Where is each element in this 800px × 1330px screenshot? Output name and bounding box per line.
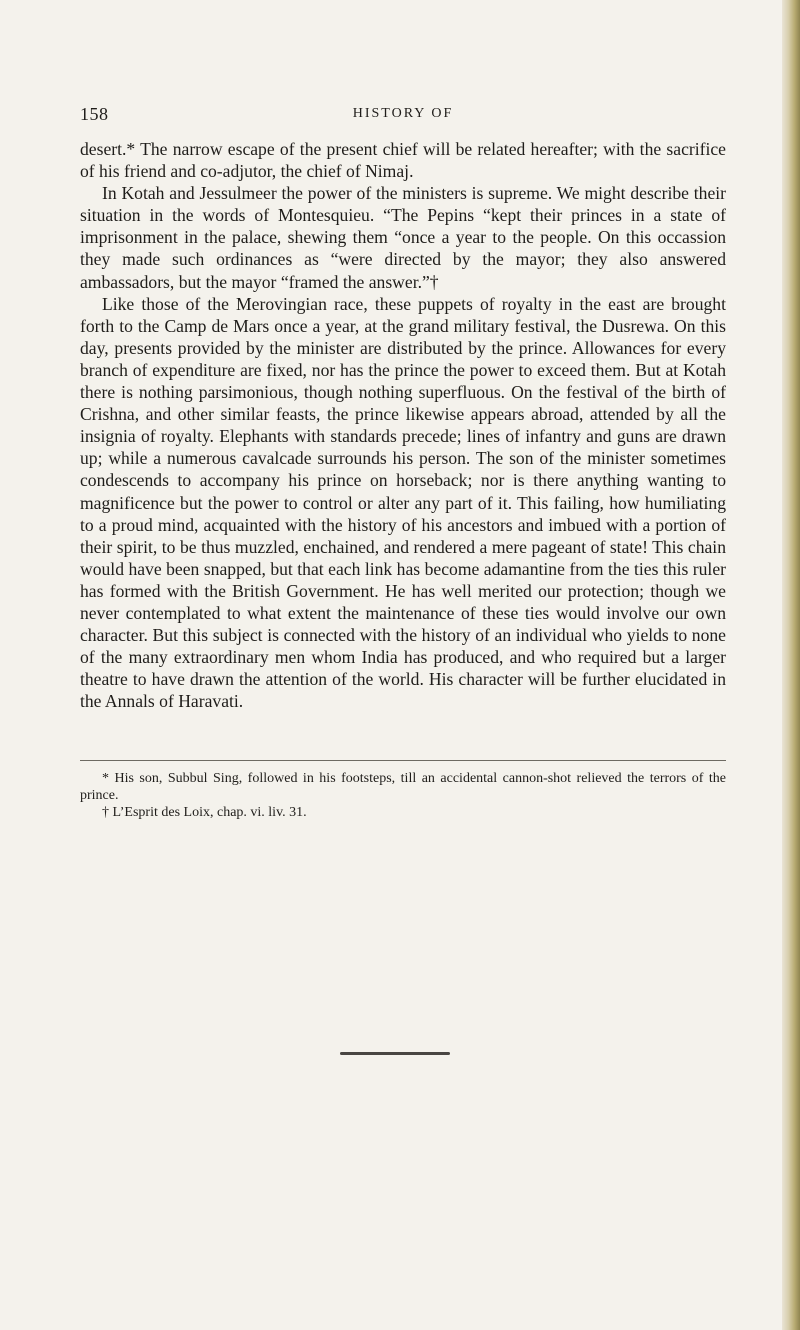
paragraph: In Kotah and Jessulmeer the power of the ministers is supreme. We might describe their situation in the words of Montesquieu. “The Pepins “kept their princes in a state of imprisonment in the palace, shewing them “once a year to the people. On this occassion they made such ordinances as “were directed by the mayor; they also answered ambassadors, but the mayor “framed the answer.”†: [80, 183, 726, 292]
footnote-divider: [80, 760, 726, 761]
main-text: [80, 138, 726, 712]
footnote: * His son, Subbul Sing, followed in his footsteps, till an accidental cannon-shot relieved the terrors of the prince.: [80, 771, 726, 803]
page-number: 158: [80, 104, 109, 124]
running-title: HISTORY OF: [352, 106, 454, 121]
page-header: [80, 104, 726, 128]
footnote: † L’Esprit des Loix, chap. vi. liv. 31.: [102, 805, 307, 820]
ink-mark: [340, 1052, 450, 1055]
page-binding-edge: [782, 0, 800, 1330]
footnotes: [80, 770, 726, 821]
paragraph: Like those of the Merovingian race, these puppets of royalty in the east are brought forth to the Camp de Mars once a year, at the grand military festival, the Dusrewa. On this day, presents provided by the minister are distributed by the prince. Allowances for every branch of expenditure are fixed, nor has the prince the power to exceed them. But at Kotah there is nothing parsimonious, though nothing superfluous. On the festival of the birth of Crishna, and other similar feasts, the prince likewise appears abroad, attended by all the insignia of royalty. Elephants with standards precede; lines of infantry and guns are drawn up; while a numerous cavalcade surrounds his person. The son of the minister sometimes condescends to accompany his prince on horseback; nor is there anything wanting to magnificence but the power to control or alter any part of it. This failing, how humiliating to a proud mind, acquainted with the history of his ancestors and imbued with a portion of their spirit, to be thus muzzled, enchained, and rendered a mere pageant of state! This chain would have been snapped, but that each link has become adamantine from the ties this ruler has formed with the British Government. He has well merited our protection; though we never contemplated to what extent the maintenance of these ties would involve our own character. But this subject is connected with the history of an individual who yields to none of the many extraordinary men whom India has produced, and who required but a larger theatre to have drawn the attention of the world. His character will be further elucidated in the Annals of Haravati.: [80, 293, 726, 712]
paragraph: desert.* The narrow escape of the present chief will be related hereafter; with the sacrifice of his friend and co-adjutor, the chief of Nimaj.: [80, 139, 726, 182]
